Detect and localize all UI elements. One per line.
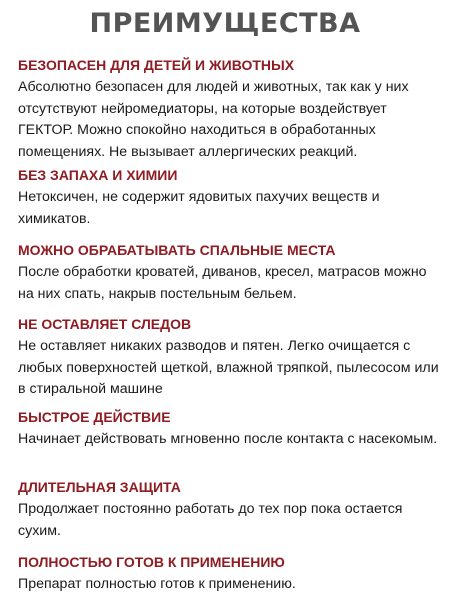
benefit-section-fast-action xyxy=(18,408,443,451)
section-text: Начинает действовать мгновенно после контакта с насекомым. xyxy=(18,431,438,447)
section-text: Продолжает постоянно работать до тех пор пока остается сухим. xyxy=(18,501,403,539)
benefit-section-long-protection xyxy=(18,478,443,542)
benefit-section-no-traces xyxy=(18,315,443,401)
section-heading: БЫСТРОЕ ДЕЙСТВИЕ xyxy=(18,409,171,425)
page-title: ПРЕИМУЩЕСТВА xyxy=(89,8,361,39)
section-text: Нетоксичен, не содержит ядовитых пахучих веществ и химикатов. xyxy=(18,189,380,227)
benefit-section-safe xyxy=(18,56,443,163)
section-text: Препарат полностью готов к применению. xyxy=(18,576,296,592)
section-text: Абсолютно безопасен для людей и животных, так как у них отсутствуют нейромедиаторы, на которые воздействует ГЕКТОР. Можно спокойно находиться в обработанных помещениях. Не вызывает аллергических реакций. xyxy=(18,79,409,160)
benefit-section-beds xyxy=(18,241,443,305)
section-heading: МОЖНО ОБРАБАТЫВАТЬ СПАЛЬНЫЕ МЕСТА xyxy=(18,242,336,258)
benefit-section-ready-to-use xyxy=(18,553,443,596)
section-heading: БЕЗОПАСЕН ДЛЯ ДЕТЕЙ И ЖИВОТНЫХ xyxy=(18,57,295,73)
section-heading: ДЛИТЕЛЬНАЯ ЗАЩИТА xyxy=(18,479,181,495)
benefit-section-no-smell xyxy=(18,166,443,230)
section-text: Не оставляет никаких разводов и пятен. Легко очищается с любых поверхностей щеткой, влажной тряпкой, пылесосом или в стиральной машине xyxy=(18,338,439,397)
section-text: После обработки кроватей, диванов, кресел, матрасов можно на них спать, накрыв постельным бельем. xyxy=(18,264,427,302)
section-heading: ПОЛНОСТЬЮ ГОТОВ К ПРИМЕНЕНИЮ xyxy=(18,554,285,570)
section-heading: БЕЗ ЗАПАХА И ХИМИИ xyxy=(18,167,178,183)
section-heading: НЕ ОСТАВЛЯЕТ СЛЕДОВ xyxy=(18,316,192,332)
